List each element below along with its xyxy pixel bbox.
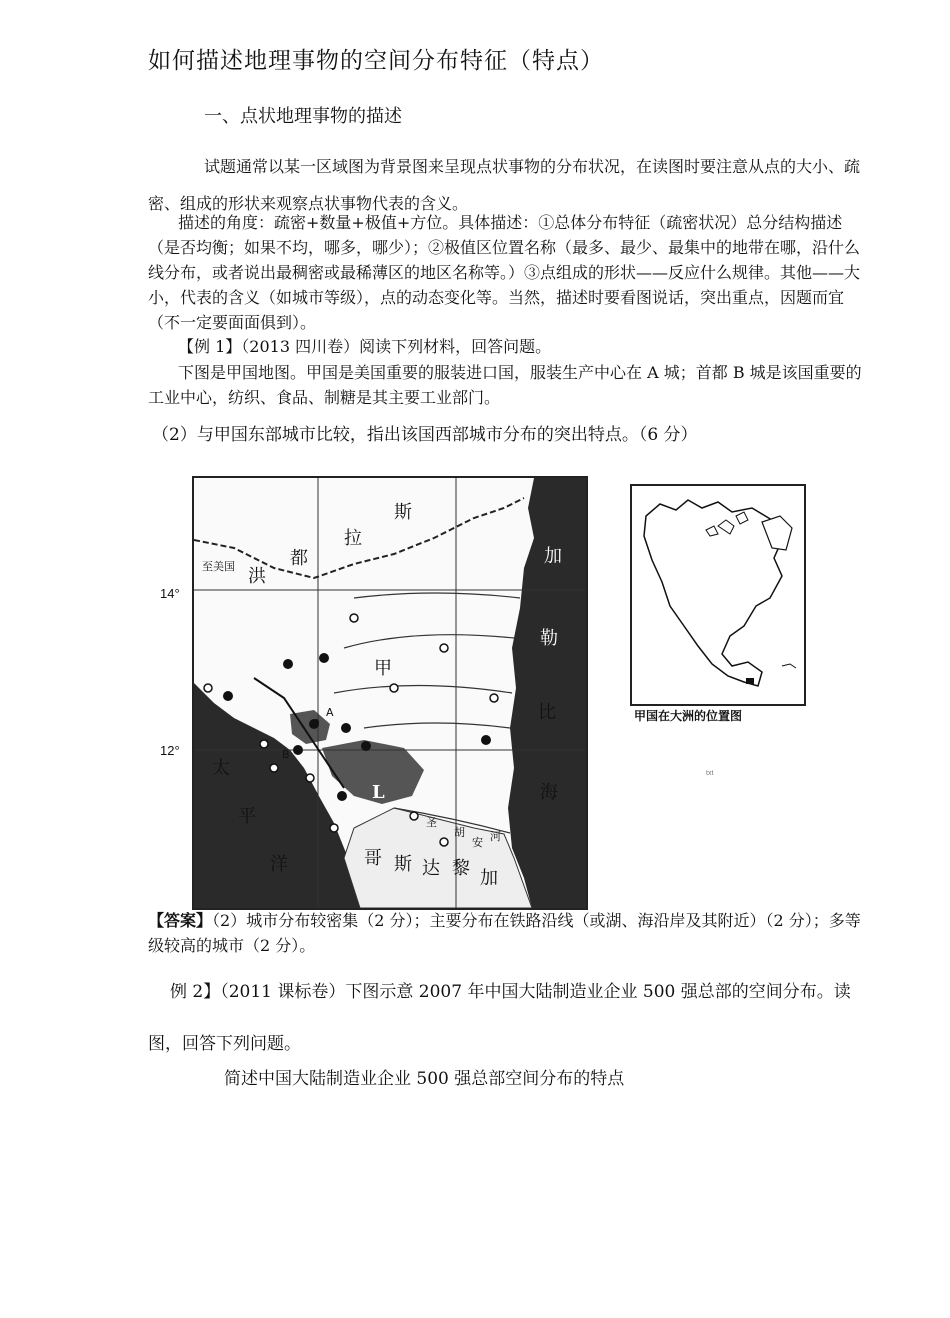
example1-material: 下图是甲国地图。甲国是美国重要的服装进口国，服装生产中心在 A 城；首都 B 城是该国重要的工业中心，纺织、食品、制糖是其主要工业部门。 [148,363,862,407]
svg-text:加: 加 [544,546,562,567]
answer-label: 【答案】 [148,911,213,930]
country-highlight [746,678,754,684]
svg-text:斯: 斯 [394,502,412,523]
map-label-country: 甲 [374,658,392,679]
svg-text:B: B [282,748,290,761]
example1-source: （2013 四川卷）阅读下列材料，回答问题。 [241,337,552,356]
svg-text:A: A [326,706,334,719]
map-label-to-usa: 至美国 [202,560,235,573]
svg-text:黎: 黎 [452,858,470,879]
svg-text:勒: 勒 [540,628,558,649]
example2-question: 简述中国大陆制造业企业 500 强总部空间分布的特点 [224,1069,625,1089]
svg-text:都: 都 [290,548,308,569]
svg-text:加: 加 [480,868,498,889]
svg-text:洪: 洪 [248,566,266,587]
svg-text:太: 太 [212,758,230,779]
svg-text:安: 安 [472,836,483,849]
tiny-mark: txt [706,770,714,777]
svg-text:海: 海 [540,782,558,803]
section-heading: 一、点状地理事物的描述 [204,106,402,127]
page-title: 如何描述地理事物的空间分布特征（特点） [148,48,604,74]
example2-paragraph [148,966,874,1070]
example2-label: 例 2】 [170,982,221,1002]
svg-text:胡: 胡 [454,826,465,839]
inset-map [630,484,806,706]
example1-answer [148,908,874,958]
svg-text:哥: 哥 [364,848,382,869]
svg-text:比: 比 [538,702,556,723]
svg-text:河: 河 [490,830,501,843]
svg-text:圣: 圣 [426,816,437,829]
svg-text:拉: 拉 [344,528,362,549]
example1-label: 【例 1】 [178,337,242,356]
intro-paragraph: 试题通常以某一区域图为背景图来呈现点状事物的分布状况，在读图时要注意从点的大小、疏密、组成的形状来观察点状事物代表的含义。 [148,157,861,213]
example2-text: （2011 课标卷）下图示意 2007 年中国大陆制造业企业 500 强总部的空间分布。读图，回答下列问题。 [148,982,851,1054]
example1-heading [148,334,874,359]
svg-text:洋: 洋 [270,854,288,875]
svg-text:达: 达 [422,858,440,879]
svg-text:斯: 斯 [394,854,412,875]
example1-question: （2）与甲国东部城市比较，指出该国西部城市分布的突出特点。（6 分） [152,425,698,445]
answer-text: （2）城市分布较密集（2 分）；主要分布在铁路沿线（或湖、海沿岸及其附近）（2 分）；多等级较高的城市（2 分）。 [148,911,861,955]
description-angle-paragraph: 描述的角度：疏密+数量+极值+方位。具体描述：①总体分布特征（疏密状况）总分结构描述（是否均衡；如果不均，哪多，哪少）；②极值区位置名称（最多、最少、最集中的地带在哪，沿什么线分布，或者说出最稠密或最稀薄区的地区名称等。）③点组成的形状——反应什么规律。其他——大小，代表的含义（如城市等级），点的动态变化等。当然，描述时要看图说话，突出重点，因题而宜（不一定要面面俱到）。 [148,213,861,332]
latitude-14-label: 14° [160,586,180,601]
country-map [192,476,588,910]
inset-caption: 甲国在大洲的位置图 [634,709,743,723]
latitude-12-label: 12° [160,743,180,758]
caribbean-sea [508,478,586,908]
svg-text:L: L [372,782,385,803]
svg-text:平: 平 [238,806,256,827]
